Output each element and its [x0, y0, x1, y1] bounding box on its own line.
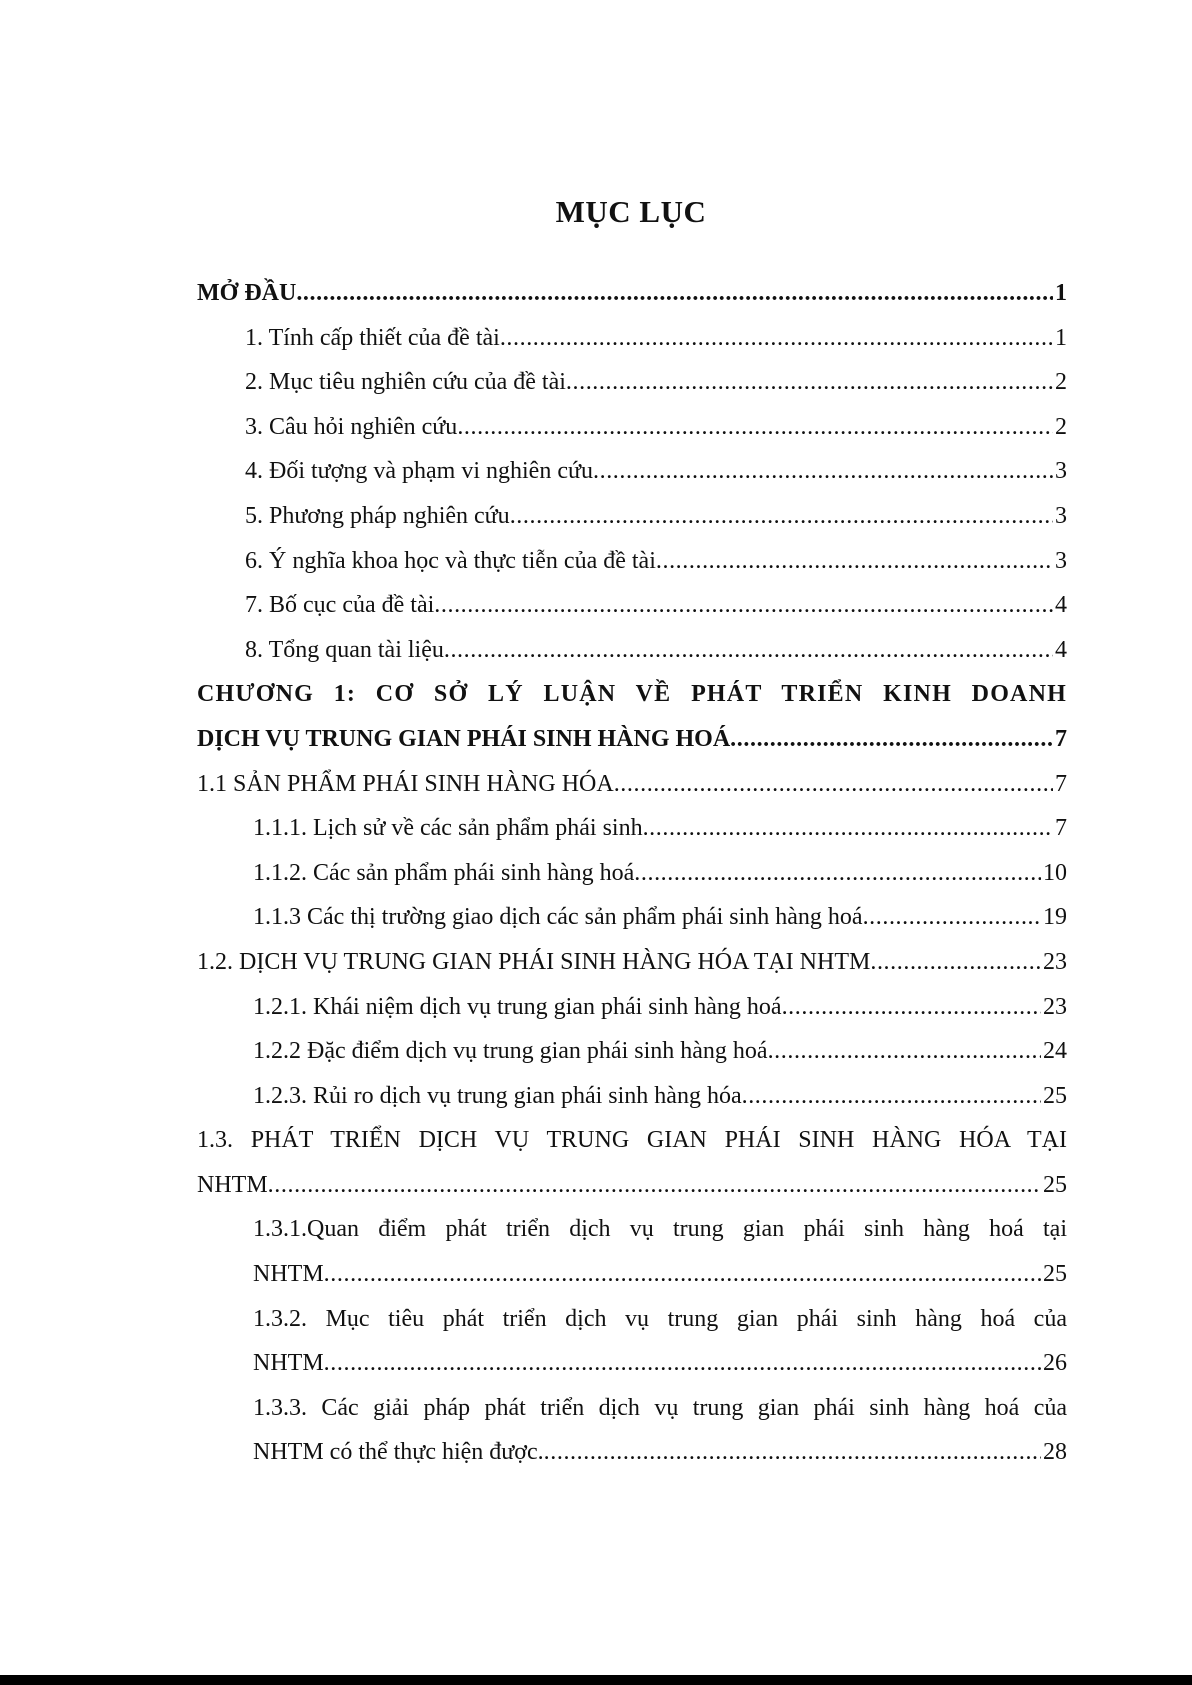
toc-entry-1-2[interactable] [197, 940, 1067, 985]
toc-entry-page: 28 [1043, 1439, 1067, 1466]
toc-entry-chapter-1[interactable] [197, 672, 1067, 761]
dot-leader [500, 316, 1053, 361]
toc-entry-title-line-2: NHTM có thể thực hiện được. [253, 1439, 544, 1466]
toc-entry-section-2[interactable] [197, 360, 1067, 405]
toc-entry-title: 1.2.2 Đặc điểm dịch vụ trung gian phái sinh hàng hoá [253, 1038, 768, 1065]
toc-entry-page: 4 [1055, 636, 1067, 663]
page-title: MỤC LỤC [555, 194, 707, 229]
toc-entry-title: 5. Phương pháp nghiên cứu [245, 502, 510, 529]
toc-entry-title-line-1: CHƯƠNG 1: CƠ SỞ LÝ LUẬN VỀ PHÁT TRIỂN KINH DOANH [197, 681, 1067, 708]
dot-leader [434, 583, 1053, 628]
dot-leader [444, 628, 1053, 673]
toc-entry-1-1-2[interactable] [197, 851, 1067, 896]
table-of-contents [197, 271, 1067, 1475]
dot-leader [643, 806, 1053, 851]
toc-entry-page: 3 [1055, 458, 1067, 485]
toc-entry-1-1-3[interactable] [197, 895, 1067, 940]
dot-leader [634, 851, 1041, 896]
dot-leader [457, 405, 1053, 450]
dot-leader [730, 717, 1053, 762]
toc-entry-page: 1 [1055, 324, 1067, 351]
toc-entry-page: 4 [1055, 592, 1067, 619]
toc-entry-1-1-1[interactable] [197, 806, 1067, 851]
toc-entry-1-2-2[interactable] [197, 1029, 1067, 1074]
dot-leader [324, 1341, 1041, 1386]
toc-entry-title: MỞ ĐẦU [197, 280, 297, 306]
toc-entry-title: 1.2.1. Khái niệm dịch vụ trung gian phái sinh hàng hoá [253, 993, 782, 1020]
toc-entry-title-line-1: 1.3.3. Các giải pháp phát triển dịch vụ trung gian phái sinh hàng hoá của [253, 1394, 1067, 1421]
toc-entry-1-3-3[interactable] [197, 1386, 1067, 1475]
toc-entry-page: 24 [1043, 1038, 1067, 1065]
dot-leader [742, 1074, 1041, 1119]
toc-entry-title-line-2: NHTM [253, 1261, 324, 1288]
dot-leader [768, 1029, 1041, 1074]
toc-entry-title-line-2: NHTM [197, 1171, 268, 1198]
toc-entry-section-1[interactable] [197, 316, 1067, 361]
toc-entry-title-line-1: 1.3.1.Quan điểm phát triển dịch vụ trung gian phái sinh hàng hoá tại [253, 1216, 1067, 1243]
dot-leader [510, 494, 1053, 539]
toc-entry-section-4[interactable] [197, 449, 1067, 494]
toc-entry-title: 8. Tổng quan tài liệu [245, 636, 444, 663]
toc-entry-title: 1.2.3. Rủi ro dịch vụ trung gian phái sinh hàng hóa [253, 1082, 742, 1109]
dot-leader [268, 1163, 1041, 1208]
toc-entry-page: 7 [1055, 725, 1067, 752]
toc-entry-page: 25 [1043, 1082, 1067, 1109]
toc-entry-title: 1.1.3 Các thị trường giao dịch các sản phẩm phái sinh hàng hoá [253, 904, 863, 931]
toc-entry-1-3-2[interactable] [197, 1297, 1067, 1386]
dot-leader [566, 360, 1053, 405]
toc-entry-page: 25 [1043, 1261, 1067, 1288]
dot-leader [870, 940, 1041, 985]
dot-leader [296, 271, 1053, 316]
toc-entry-page: 23 [1043, 948, 1067, 975]
toc-entry-title: 3. Câu hỏi nghiên cứu [245, 413, 458, 440]
dot-leader [863, 895, 1041, 940]
toc-entry-title-line-2: DỊCH VỤ TRUNG GIAN PHÁI SINH HÀNG HOÁ [197, 725, 731, 752]
toc-entry-page: 23 [1043, 993, 1067, 1020]
toc-entry-page: 19 [1043, 904, 1067, 931]
dot-leader [544, 1430, 1041, 1475]
toc-entry-section-8[interactable] [197, 628, 1067, 673]
toc-entry-title: 1.1.2. Các sản phẩm phái sinh hàng hoá [253, 859, 635, 886]
toc-entry-page: 1 [1055, 280, 1067, 306]
toc-entry-section-3[interactable] [197, 405, 1067, 450]
toc-entry-section-7[interactable] [197, 583, 1067, 628]
toc-entry-title: 6. Ý nghĩa khoa học và thực tiễn của đề tài [245, 547, 656, 574]
toc-entry-mo-dau[interactable] [197, 271, 1067, 316]
toc-entry-title: 1.1 SẢN PHẨM PHÁI SINH HÀNG HÓA [197, 770, 614, 797]
toc-entry-section-6[interactable] [197, 539, 1067, 584]
toc-entry-page: 26 [1043, 1350, 1067, 1377]
toc-entry-title: 1.2. DỊCH VỤ TRUNG GIAN PHÁI SINH HÀNG HÓA TẠI NHTM [197, 948, 871, 975]
toc-entry-title-line-1: 1.3. PHÁT TRIỂN DỊCH VỤ TRUNG GIAN PHÁI SINH HÀNG HÓA TẠI [197, 1127, 1067, 1154]
toc-entry-page: 7 [1055, 770, 1067, 797]
toc-entry-1-3-1[interactable] [197, 1207, 1067, 1296]
toc-entry-page: 3 [1055, 502, 1067, 529]
toc-entry-title: 4. Đối tượng và phạm vi nghiên cứu [245, 458, 593, 485]
toc-entry-page: 2 [1055, 369, 1067, 396]
dot-leader [593, 449, 1053, 494]
toc-entry-page: 3 [1055, 547, 1067, 574]
toc-entry-title-line-2: NHTM [253, 1350, 324, 1377]
dot-leader [614, 762, 1053, 807]
toc-entry-1-2-1[interactable] [197, 985, 1067, 1030]
toc-entry-title-line-1: 1.3.2. Mục tiêu phát triển dịch vụ trung gian phái sinh hàng hoá của [253, 1305, 1067, 1332]
toc-entry-title: 2. Mục tiêu nghiên cứu của đề tài [245, 369, 566, 396]
dot-leader [324, 1252, 1041, 1297]
toc-entry-title: 7. Bố cục của đề tài [245, 592, 435, 619]
dot-leader [656, 539, 1053, 584]
toc-entry-1-1[interactable] [197, 762, 1067, 807]
toc-entry-title: 1. Tính cấp thiết của đề tài [245, 324, 500, 351]
page-bottom-edge [0, 1675, 1192, 1685]
toc-entry-page: 7 [1055, 815, 1067, 842]
toc-entry-title: 1.1.1. Lịch sử về các sản phẩm phái sinh [253, 815, 643, 842]
toc-entry-1-3[interactable] [197, 1118, 1067, 1207]
toc-entry-1-2-3[interactable] [197, 1074, 1067, 1119]
toc-entry-section-5[interactable] [197, 494, 1067, 539]
toc-entry-page: 25 [1043, 1171, 1067, 1198]
toc-entry-page: 10 [1043, 859, 1067, 886]
dot-leader [782, 985, 1041, 1030]
toc-entry-page: 2 [1055, 413, 1067, 440]
